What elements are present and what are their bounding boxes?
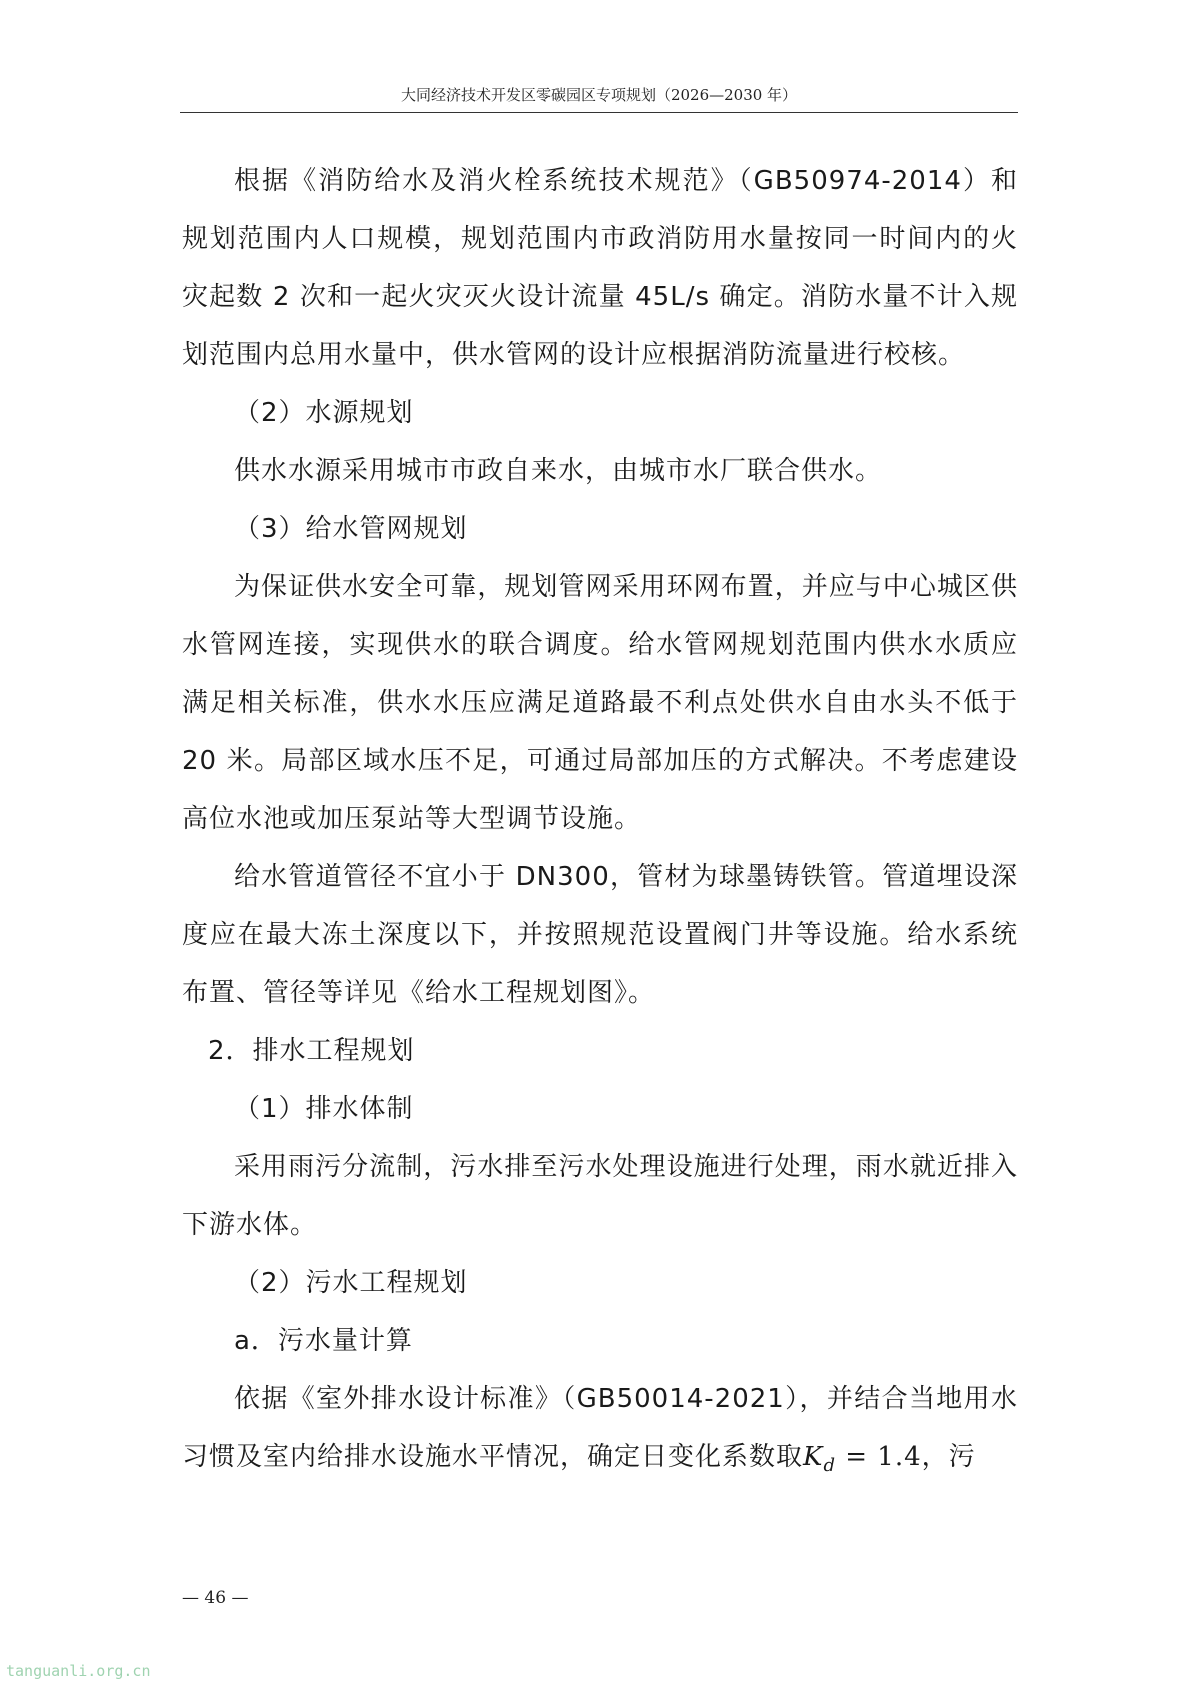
heading-water-source: （2）水源规划: [234, 398, 414, 428]
heading-drainage-system: （1）排水体制: [234, 1094, 414, 1124]
running-header: 大同经济技术开发区零碳园区专项规划（2026—2030 年）: [400, 86, 798, 104]
heading-drainage: 2．排水工程规划: [208, 1036, 415, 1066]
paragraph-sewage-standard: [182, 1370, 1018, 1495]
paragraph-text: 依据《室外排水设计标准》（GB50014-2021），并结合当地用水习惯及室内给排水设施水平情况，确定日变化系数取: [182, 1384, 1018, 1472]
formula-var: K: [803, 1442, 824, 1472]
heading-sewage-calc: a．污水量计算: [234, 1326, 413, 1356]
paragraph-water-source: 供水水源采用城市市政自来水，由城市水厂联合供水。: [234, 456, 883, 486]
heading-sewage: （2）污水工程规划: [234, 1268, 468, 1298]
paragraph-supply-network: 为保证供水安全可靠，规划管网采用环网布置，并应与中心城区供水管网连接，实现供水的联合调度。给水管网规划范围内供水水质应满足相关标准，供水水压应满足道路最不利点处供水自由水头不低于 20 米。局部区域水压不足，可通过局部加压的方式解决。不考虑建设高位水池或加压泵站等大型调节设施。: [182, 572, 1018, 834]
page-number: — 46 —: [182, 1588, 249, 1608]
formula-value: = 1.4: [835, 1442, 922, 1472]
paragraph-drainage-system: 采用雨污分流制，污水排至污水处理设施进行处理，雨水就近排入下游水体。: [182, 1152, 1018, 1240]
document-body: [182, 152, 1018, 1495]
header-rule: [180, 112, 1018, 113]
heading-supply-network: （3）给水管网规划: [234, 514, 468, 544]
paragraph-pipe-diameter: 给水管道管径不宜小于 DN300，管材为球墨铸铁管。管道埋设深度应在最大冻土深度以下，并按照规范设置阀门井等设施。给水系统布置、管径等详见《给水工程规划图》。: [182, 862, 1018, 1008]
paragraph-fire-water: 根据《消防给水及消火栓系统技术规范》（GB50974-2014）和规划范围内人口规模，规划范围内市政消防用水量按同一时间内的火灾起数 2 次和一起火灾灭火设计流量 45L/s 确定。消防水量不计入规划范围内总用水量中，供水管网的设计应根据消防流量进行校核。: [182, 166, 1018, 370]
formula-kd: [803, 1442, 922, 1477]
watermark: tanguanli.org.cn: [6, 1662, 151, 1680]
paragraph-text-end: ，污: [921, 1442, 976, 1472]
formula-sub: d: [823, 1455, 836, 1477]
